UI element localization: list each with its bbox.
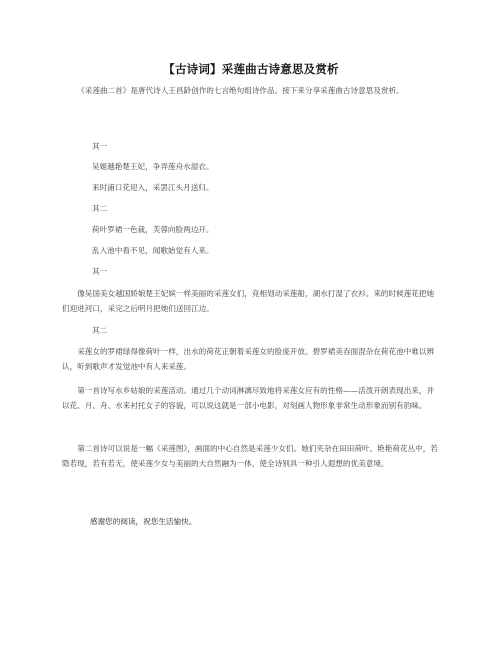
- appreciation-paragraph-2: 第二首诗可以说是一幅《采莲图》，画面的中心自然是采莲少女们。她们夹杂在田田荷叶、艳艳荷花丛中，若隐若现，若有若无，使采莲少女与美丽的大自然融为一体，使全诗别具一种引人遐想的优美意境。: [62, 444, 438, 468]
- page-title: 【古诗词】采莲曲古诗意思及赏析: [163, 62, 339, 76]
- poem-heading-1: 其一: [92, 142, 108, 151]
- translation-paragraph-1: 像吴国美女越国娇娘楚王妃嫔一样美丽的采莲女们，竞相划动采莲船，湖水打湿了衣衫。来的时候莲花把她们迎进河口，采完之后明月把她们送回江边。: [62, 289, 435, 313]
- appreciation-paragraph-1: 第一首诗写水乡姑娘的采莲活动。通过几个动词淋漓尽致地将采莲女应有的性格——活泼开朗表现出来，并以花、月、舟、水来衬托女子的容貌，可以说这就是一部小电影，对刻画人物形象非常生动形象而别有韵味。: [62, 386, 435, 410]
- translation-paragraph-2: 采莲女的罗裙绿得像荷叶一样，出水的荷花正朝着采莲女的脸庞开放。碧罗裙美吞面混杂在荷花池中难以辨认，听到歌声才发觉池中有人来采莲。: [62, 347, 435, 371]
- poem-line-1: 吴姬越艳楚王妃，争弄莲舟水湿衣。: [92, 162, 214, 171]
- translation-heading-2: 其二: [92, 326, 108, 335]
- translation-heading-1: 其一: [92, 267, 108, 276]
- intro-paragraph: 《采莲曲二首》是唐代诗人王昌龄创作的七言绝句组诗作品。接下来分享采莲曲古诗意思及赏析。: [77, 86, 404, 95]
- poem-heading-2: 其二: [92, 204, 108, 213]
- poem-line-4: 乱入池中看不见，闻歌始觉有人来。: [92, 246, 214, 255]
- poem-line-2: 来时浦口花迎入，采罢江头月送归。: [92, 183, 214, 192]
- poem-line-3: 荷叶罗裙一色裁，芙蓉向脸两边开。: [92, 225, 214, 234]
- footer-note: 感谢您的阅读，祝您生活愉快。: [90, 517, 197, 526]
